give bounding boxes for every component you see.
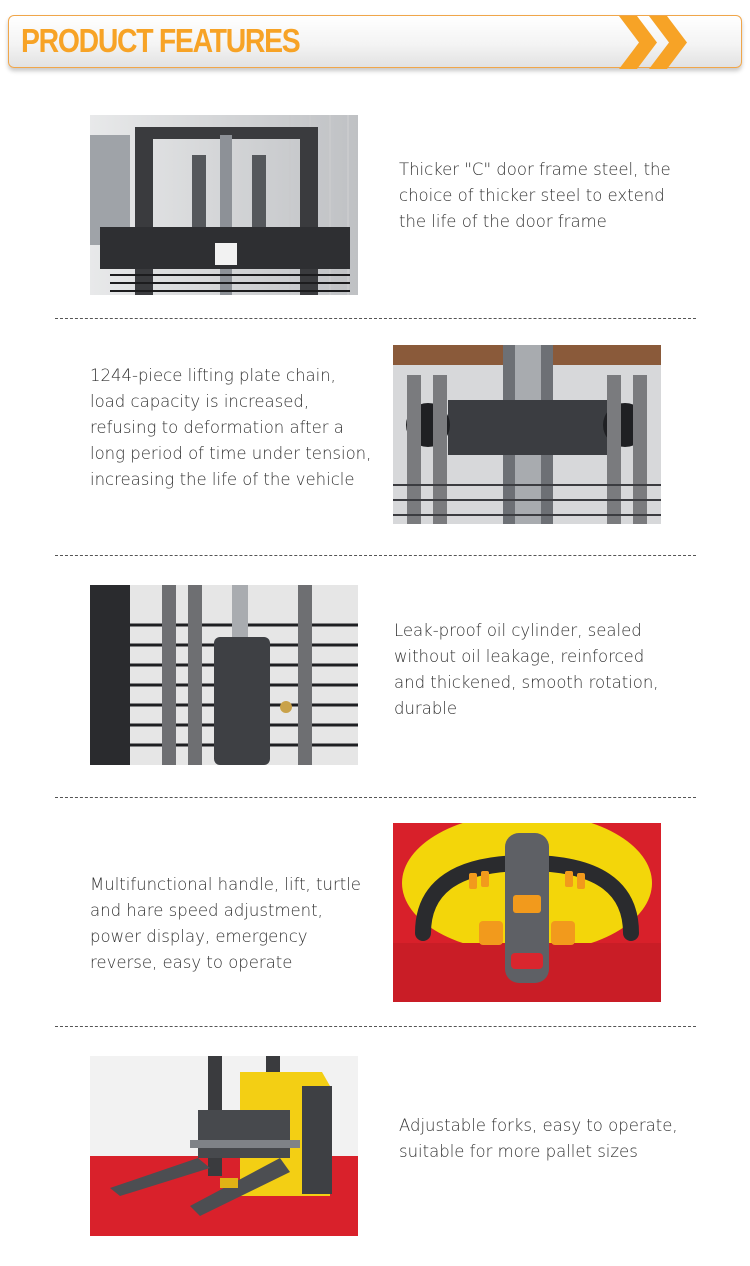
divider bbox=[55, 555, 696, 556]
door-frame-photo bbox=[90, 115, 358, 295]
lifting-chain-photo bbox=[393, 345, 661, 524]
divider bbox=[55, 318, 696, 319]
oil-cylinder-photo bbox=[90, 585, 358, 765]
feature-description: 1244-piece lifting plate chain, load capacity is increased, refusing to deformation after a long period of time under tension, increasing the life of the vehicle bbox=[90, 366, 372, 489]
forks-photo bbox=[90, 1056, 358, 1236]
divider bbox=[55, 1026, 696, 1027]
feature-description: Leak-proof oil cylinder, sealed without oil leakage, reinforced and thickened, smooth rotation, durable bbox=[394, 621, 659, 718]
feature-description: Adjustable forks, easy to operate, suitable for more pallet sizes bbox=[399, 1116, 678, 1161]
feature-description: Thicker "C" door frame steel, the choice of thicker steel to extend the life of the door frame bbox=[399, 160, 671, 231]
page-title: PRODUCT FEATURES bbox=[21, 22, 300, 59]
section-banner bbox=[8, 15, 742, 68]
handle-photo bbox=[393, 823, 661, 1002]
divider bbox=[55, 797, 696, 798]
double-chevron-right-icon bbox=[619, 16, 695, 69]
feature-description: Multifunctional handle, lift, turtle and hare speed adjustment, power display, emergency reverse, easy to operate bbox=[90, 875, 361, 972]
